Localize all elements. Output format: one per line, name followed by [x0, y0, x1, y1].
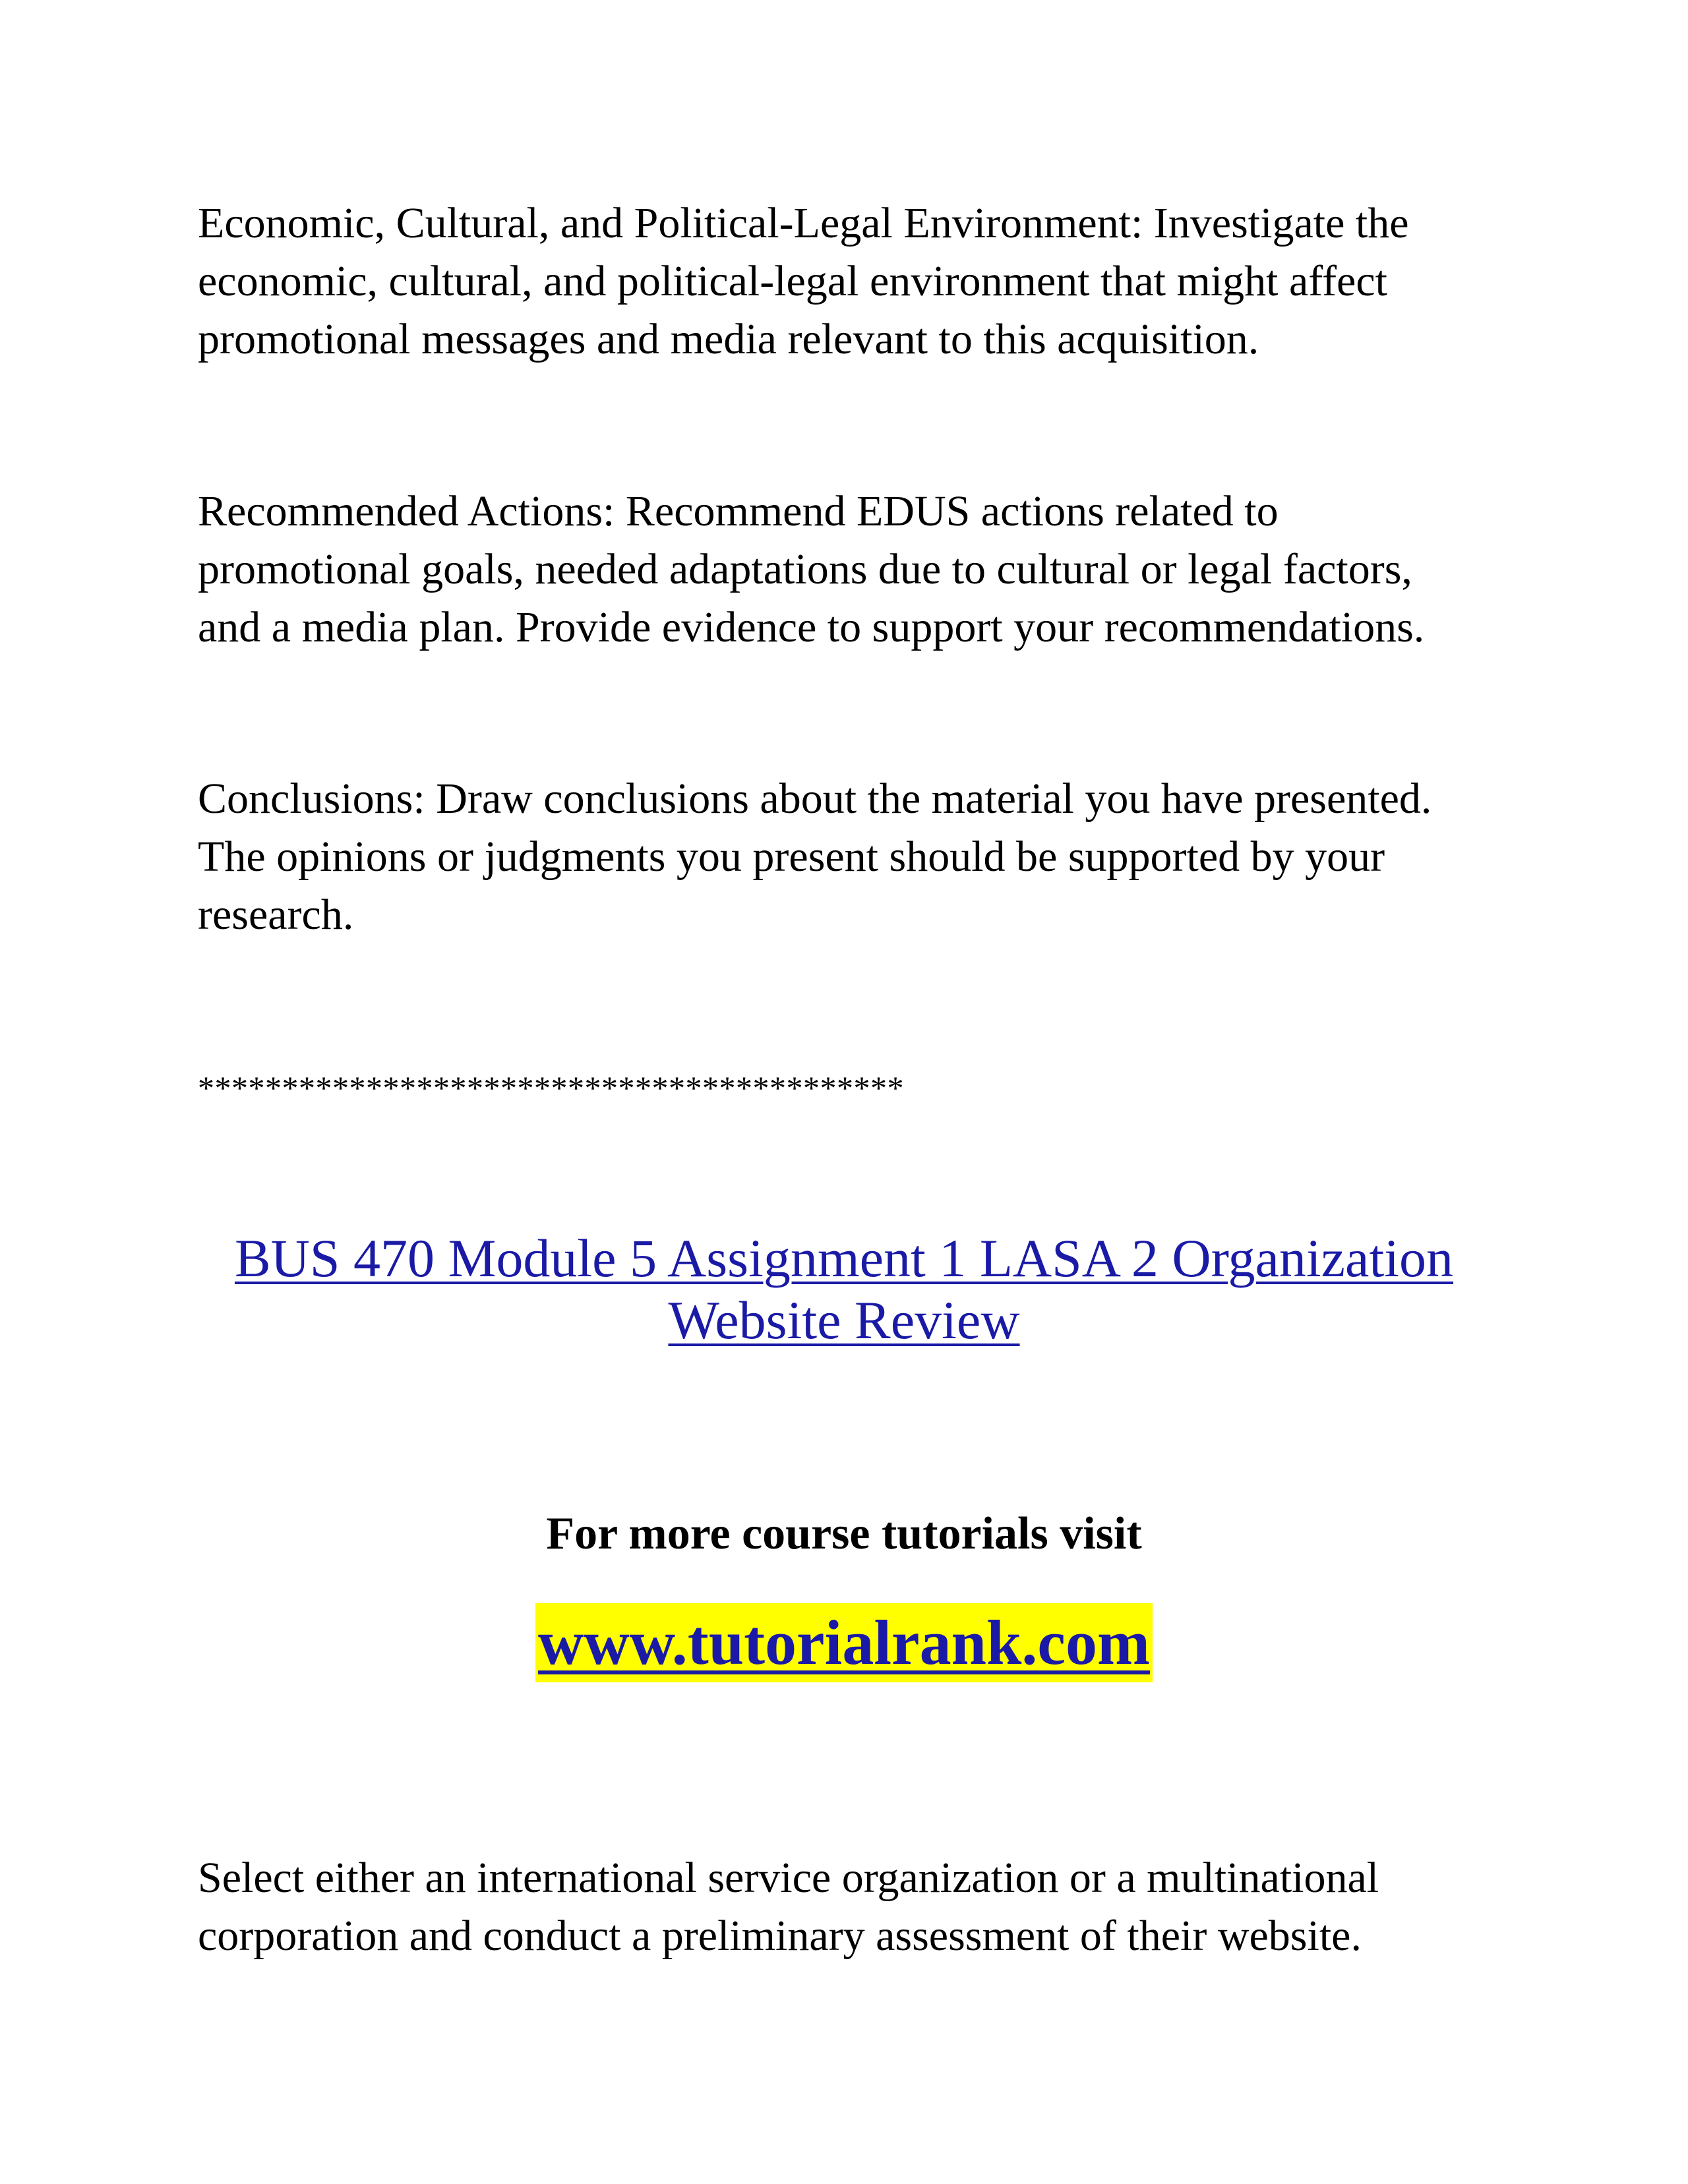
paragraph-line: Economic, Cultural, and Political-Legal Environment: Investigate the: [198, 199, 1409, 247]
assignment-title: [0, 1227, 1688, 1351]
paragraph-line: Recommended Actions: Recommend EDUS actions related to: [198, 487, 1279, 535]
paragraph-recommended-actions: [198, 483, 1490, 657]
paragraph-conclusions: [198, 770, 1490, 944]
paragraph-line: Select either an international service organization or a multinational: [198, 1854, 1379, 1902]
paragraph-line: and a media plan. Provide evidence to support your recommendations.: [198, 603, 1425, 651]
asterisk-separator: ******************************************: [198, 1069, 904, 1106]
promo-site-container: [0, 1603, 1688, 1682]
link-line: Website Review: [668, 1290, 1020, 1350]
link-line: BUS 470 Module 5 Assignment 1 LASA 2 Organization: [234, 1228, 1454, 1288]
paragraph-line: The opinions or judgments you present should be supported by your: [198, 833, 1385, 881]
assignment-title-link[interactable]: [0, 1227, 1688, 1351]
paragraph-line: promotional messages and media relevant to this acquisition.: [198, 315, 1259, 363]
paragraph-line: Conclusions: Draw conclusions about the material you have presented.: [198, 775, 1432, 823]
paragraph-line: corporation and conduct a preliminary assessment of their website.: [198, 1912, 1362, 1960]
paragraph-line: research.: [198, 891, 354, 939]
tutorial-site-link[interactable]: www.tutorialrank.com: [535, 1603, 1153, 1682]
paragraph-line: economic, cultural, and political-legal environment that might affect: [198, 257, 1387, 305]
paragraph-select-organization: [198, 1849, 1490, 1965]
paragraph-economic-environment: [198, 194, 1490, 369]
promo-text: For more course tutorials visit: [546, 1508, 1142, 1559]
paragraph-line: promotional goals, needed adaptations due to cultural or legal factors,: [198, 545, 1412, 593]
